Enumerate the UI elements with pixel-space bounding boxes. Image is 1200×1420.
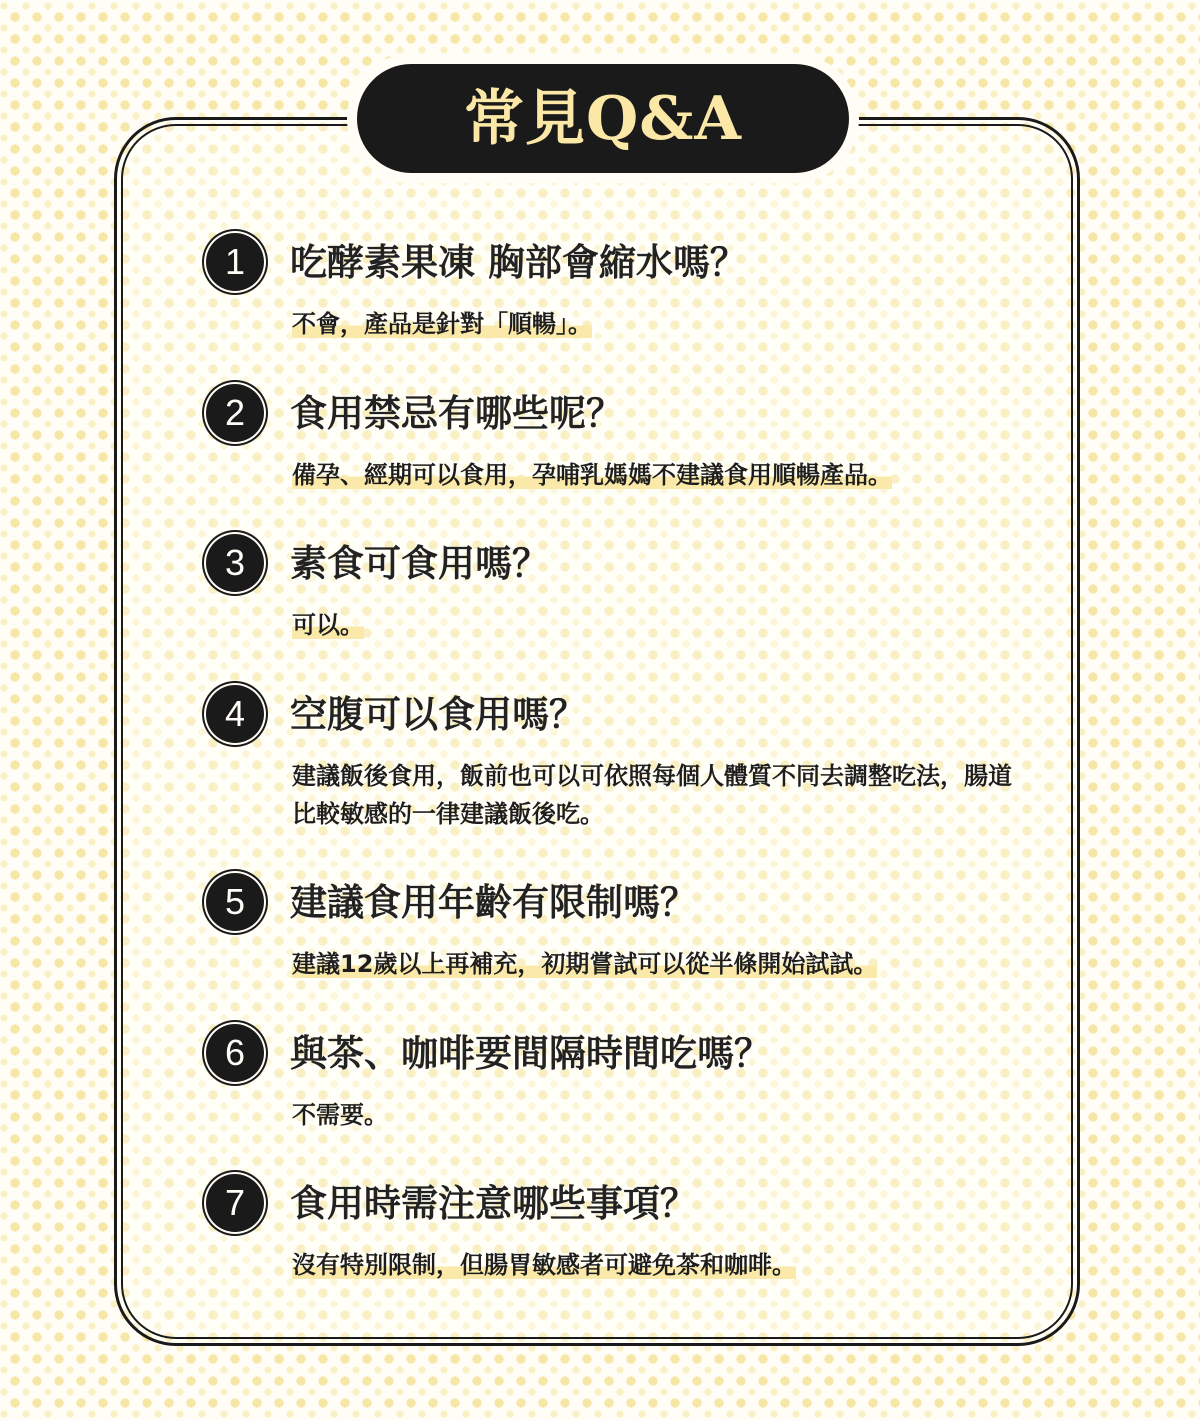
faq-number: 5 bbox=[224, 881, 246, 922]
faq-answer: 不需要。 bbox=[292, 1101, 388, 1129]
faq-answer bbox=[292, 945, 1012, 983]
page-title: 常見Q&A bbox=[464, 83, 742, 154]
faq-answer-text: 備孕、經期可以食用，孕哺乳媽媽不建議食用順暢產品。 bbox=[292, 461, 892, 489]
faq-number: 2 bbox=[224, 392, 246, 433]
faq-number: 6 bbox=[224, 1032, 246, 1073]
faq-number: 1 bbox=[224, 241, 246, 282]
faq-number: 3 bbox=[224, 542, 246, 583]
faq-number-badge bbox=[206, 534, 264, 592]
faq-number-badge bbox=[206, 685, 264, 743]
faq-question: 食用時需注意哪些事項？ bbox=[290, 1181, 697, 1225]
faq-question: 與茶、咖啡要間隔時間吃嗎？ bbox=[290, 1031, 771, 1075]
faq-number-badge bbox=[206, 873, 264, 931]
faq-answer bbox=[292, 1246, 1012, 1284]
faq-question: 食用禁忌有哪些呢？ bbox=[290, 391, 623, 435]
faq-answer-text: 可以。 bbox=[292, 611, 364, 639]
faq-answer bbox=[292, 456, 1012, 494]
faq-answer-text: 沒有特別限制，但腸胃敏感者可避免茶和咖啡。 bbox=[292, 1251, 796, 1279]
faq-answer bbox=[292, 305, 1012, 343]
faq-answer-text: 不會，產品是針對「順暢」。 bbox=[292, 310, 592, 338]
faq-number-badge bbox=[206, 233, 264, 291]
faq-number: 7 bbox=[224, 1182, 246, 1223]
title-banner bbox=[357, 64, 849, 173]
faq-answer bbox=[292, 606, 1012, 644]
faq-number-badge bbox=[206, 1024, 264, 1082]
faq-answer-text: 建議12歲以上再補充，初期嘗試可以從半條開始試試。 bbox=[292, 950, 878, 978]
faq-number: 4 bbox=[224, 693, 246, 734]
faq-question: 吃酵素果凍 胸部會縮水嗎？ bbox=[290, 240, 747, 284]
faq-number-badge bbox=[206, 384, 264, 442]
faq-question: 素食可食用嗎？ bbox=[290, 541, 549, 585]
faq-question: 建議食用年齡有限制嗎？ bbox=[290, 880, 697, 924]
faq-answer: 建議飯後食用，飯前也可以可依照每個人體質不同去調整吃法，腸道比較敏感的一律建議飯後吃。 bbox=[292, 762, 1012, 828]
faq-question: 空腹可以食用嗎？ bbox=[290, 692, 586, 736]
faq-number-badge bbox=[206, 1174, 264, 1232]
